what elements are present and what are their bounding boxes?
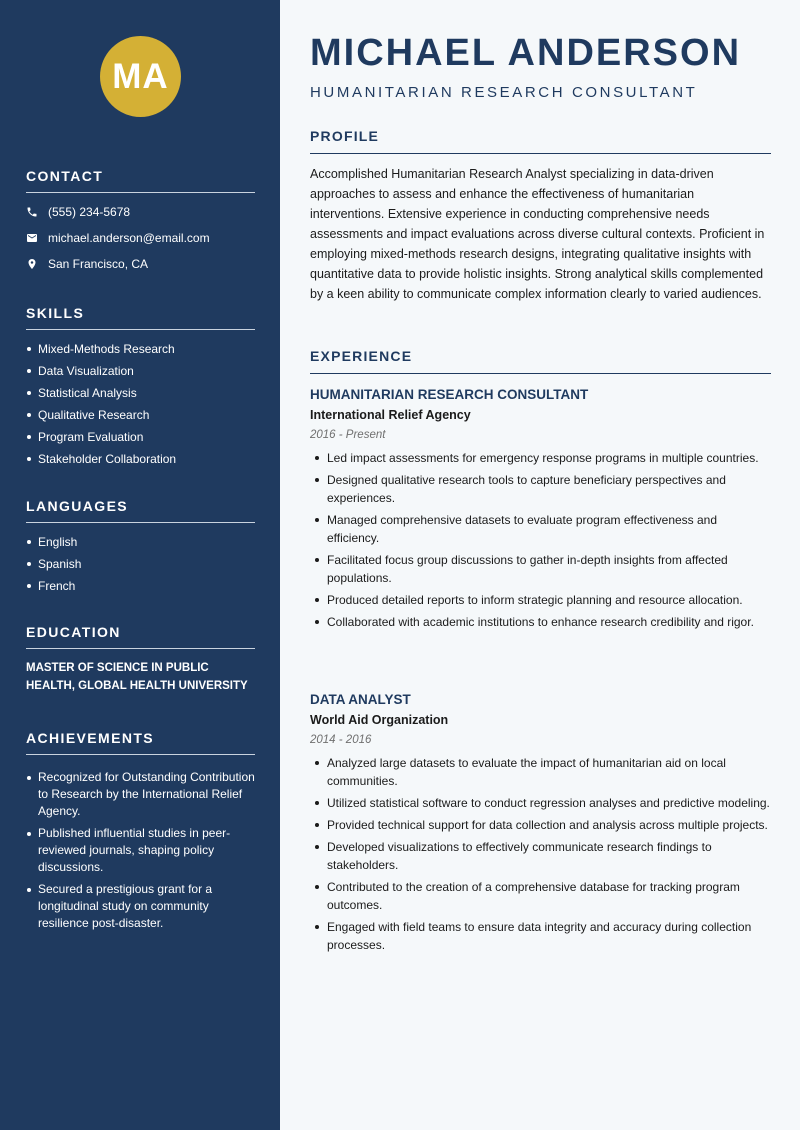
job-organization: World Aid Organization (310, 713, 449, 727)
profile-text: Accomplished Humanitarian Research Analyst specializing in data-driven approaches to assess and enhance the effectiveness of humanitarian interventions. Extensive experience in conducting comprehensive needs assessments and impact evaluations across diverse cultural contexts. Proficient in employing mixed-methods research designs, integrating qualitative insights with quantitative data to provide holistic insights. Strong analytical skills complemented by a keen ability to communicate complex information clearly to varied audiences. (310, 167, 765, 301)
job-bullet: Facilitated focus group discussions to gather in-depth insights from affected populations. (310, 551, 771, 587)
language-item: English (26, 531, 255, 553)
skill-item: Statistical Analysis (26, 382, 255, 404)
skill-item: Data Visualization (26, 360, 255, 382)
job-bullet: Designed qualitative research tools to capture beneficiary perspectives and experiences. (310, 471, 771, 507)
location-pin-icon (26, 258, 48, 270)
contact-phone[interactable]: (555) 234-5678 (48, 205, 131, 219)
education-degree: MASTER OF SCIENCE IN PUBLIC HEALTH, GLOBAL HEALTH UNIVERSITY (26, 662, 248, 692)
contact-location: San Francisco, CA (48, 257, 149, 271)
avatar-initials: MA (100, 36, 181, 117)
education-heading: EDUCATION (26, 624, 255, 649)
job-bullet: Engaged with field teams to ensure data integrity and accuracy during collection processes. (310, 918, 771, 954)
job-dates: 2016 - Present (310, 429, 386, 441)
job-bullet: Utilized statistical software to conduct regression analyses and predictive modeling. (310, 794, 771, 812)
achievement-item: Secured a prestigious grant for a longitudinal study on community resilience post-disaster. (26, 881, 255, 932)
job-entry (310, 387, 771, 635)
education-section (26, 624, 255, 695)
profile-heading: PROFILE (310, 128, 771, 154)
skill-item: Qualitative Research (26, 404, 255, 426)
languages-list (26, 531, 255, 597)
profile-section (310, 128, 771, 304)
job-dates: 2014 - 2016 (310, 734, 372, 746)
skills-list (26, 338, 255, 470)
language-item: French (26, 575, 255, 597)
skills-heading: SKILLS (26, 305, 255, 330)
contact-email-row (26, 225, 255, 251)
achievements-section (26, 730, 255, 937)
achievement-item: Published influential studies in peer-reviewed journals, shaping policy discussions. (26, 825, 255, 876)
sidebar (0, 0, 280, 1130)
achievement-item: Recognized for Outstanding Contribution to Research by the International Relief Agency. (26, 769, 255, 820)
contact-email[interactable]: michael.anderson@email.com (48, 231, 210, 245)
contact-heading: CONTACT (26, 168, 255, 193)
mail-icon (26, 232, 48, 244)
experience-section (310, 348, 771, 374)
job-title: HUMANITARIAN RESEARCH CONSULTANT (310, 387, 589, 402)
language-item: Spanish (26, 553, 255, 575)
contact-section (26, 168, 255, 277)
job-organization: International Relief Agency (310, 408, 471, 422)
job-bullet: Managed comprehensive datasets to evaluate program effectiveness and efficiency. (310, 511, 771, 547)
job-entry (310, 692, 771, 958)
experience-heading: EXPERIENCE (310, 348, 771, 374)
achievements-list (26, 769, 255, 932)
job-bullet: Provided technical support for data collection and analysis across multiple projects. (310, 816, 771, 834)
skill-item: Mixed-Methods Research (26, 338, 255, 360)
job-bullet: Collaborated with academic institutions to enhance research credibility and rigor. (310, 613, 771, 631)
job-title: DATA ANALYST (310, 692, 411, 707)
job-bullet: Led impact assessments for emergency response programs in multiple countries. (310, 449, 771, 467)
phone-icon (26, 206, 48, 218)
languages-heading: LANGUAGES (26, 498, 255, 523)
job-bullets (310, 449, 771, 631)
contact-phone-row (26, 199, 255, 225)
skill-item: Stakeholder Collaboration (26, 448, 255, 470)
job-bullet: Analyzed large datasets to evaluate the impact of humanitarian aid on local communities. (310, 754, 771, 790)
candidate-role: HUMANITARIAN RESEARCH CONSULTANT (310, 84, 698, 101)
achievements-heading: ACHIEVEMENTS (26, 730, 255, 755)
skill-item: Program Evaluation (26, 426, 255, 448)
languages-section (26, 498, 255, 597)
contact-location-row (26, 251, 255, 277)
job-bullet: Contributed to the creation of a comprehensive database for tracking program outcomes. (310, 878, 771, 914)
job-bullet: Developed visualizations to effectively communicate research findings to stakeholders. (310, 838, 771, 874)
job-bullets (310, 754, 771, 954)
skills-section (26, 305, 255, 470)
candidate-name: MICHAEL ANDERSON (310, 32, 742, 74)
job-bullet: Produced detailed reports to inform strategic planning and resource allocation. (310, 591, 771, 609)
